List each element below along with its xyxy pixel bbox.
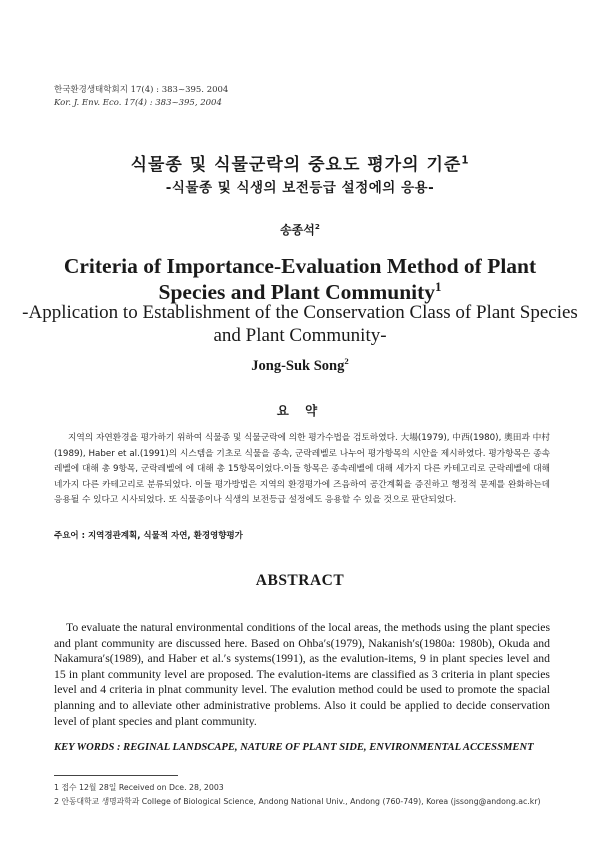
korean-keywords: 주요어 : 지역경관계획, 식물적 자연, 환경영향평가 bbox=[54, 531, 243, 541]
korean-title bbox=[0, 150, 600, 175]
korean-abstract-heading: 요 약 bbox=[276, 403, 324, 418]
english-author bbox=[0, 358, 600, 375]
footnote-received: 1 접수 12월 28일 Received on Dce. 28, 2003 bbox=[54, 783, 224, 792]
korean-subtitle: -식물종 및 식생의 보전등급 설정에의 응용- bbox=[165, 180, 435, 196]
english-title bbox=[40, 253, 560, 305]
korean-title-text: 식물종 및 식물군락의 중요도 평가의 기준 bbox=[130, 155, 462, 175]
english-author-name: Jong-Suk Song bbox=[251, 358, 345, 374]
korean-title-footnote-mark: 1 bbox=[461, 155, 470, 167]
korean-author-footnote-mark: 2 bbox=[314, 222, 320, 231]
abstract-body: To evaluate the natural environmental conditions of the local areas, the methods using the plant species and plant community are discussed here. Based on Ohba′s(1979), Nakanish′s(1980a: 1980b), Okuda and Nakamura′s(1989), and Haber et al.′s systems(1991), as the evalution-items, 9 in plant species level and 15 in plant community level are proposed. The evalution-items are classified as 3 criteria in plant species level and 4 criteria in plnat community level. The evalution method could be used to promote the spacial planning and to alleviate other administrative problems. Also it could be applied to decide conservation level of plant species and plant community. bbox=[54, 621, 550, 728]
journal-citation-korean: 한국환경생태학회지 17(4) : 383~395. 2004 bbox=[54, 85, 229, 95]
english-subtitle: -Application to Establishment of the Conservation Class of Plant Species and Plant Community- bbox=[22, 302, 578, 346]
footnote-divider bbox=[54, 775, 178, 776]
footnotes bbox=[54, 781, 564, 808]
english-author-footnote-mark: 2 bbox=[344, 356, 349, 367]
english-title-footnote-mark: 1 bbox=[435, 279, 442, 294]
abstract-heading: ABSTRACT bbox=[255, 572, 345, 589]
english-keywords: KEY WORDS : REGINAL LANDSCAPE, NATURE OF PLANT SIDE, ENVIRONMENTAL ACCESSMENT bbox=[54, 742, 534, 753]
journal-citation bbox=[54, 84, 228, 110]
journal-citation-english: Kor. J. Env. Eco. 17(4) : 383~395, 2004 bbox=[54, 98, 222, 108]
english-title-text: Criteria of Importance-Evaluation Method of Plant Species and Plant Community bbox=[63, 254, 537, 304]
korean-author-name: 송종석 bbox=[280, 223, 315, 237]
footnote-affiliation: 2 안동대학교 생명과학과 College of Biological Science, Andong National Univ., Andong (760-749), Korea (jssong@andong.ac.kr) bbox=[54, 796, 541, 806]
korean-author bbox=[0, 221, 600, 238]
korean-abstract-body: 지역의 자연환경을 평가하기 위하여 식물종 및 식물군락에 의한 평가수법을 검토하였다. 大場(1979), 中西(1980), 奧田과 中村(1989), Haber et al.(1991)의 시스템을 기초로 식물을 종속, 군락레벨로 나누어 평가항목의 시안을 제시하였다. 평가항목은 종속레벨에 대해 총 9항목, 군락레벨에 에 대해 총 15항목이었다.이들 항목은 종속레벨에 대해 세가지 다른 카테고리로 군락레벨에 대해 네가지 다른 카테고리로 분류되었다. 이들 평가방법은 지역의 환경평가에 즈음하여 공간계획을 증진하고 행정적 문제를 완화하는데 응용될 수 있다고 시사되었다. 또 식물종이나 식생의 보전등급 설정에도 응용할 수 있을 것으로 판단되었다. bbox=[54, 433, 550, 506]
